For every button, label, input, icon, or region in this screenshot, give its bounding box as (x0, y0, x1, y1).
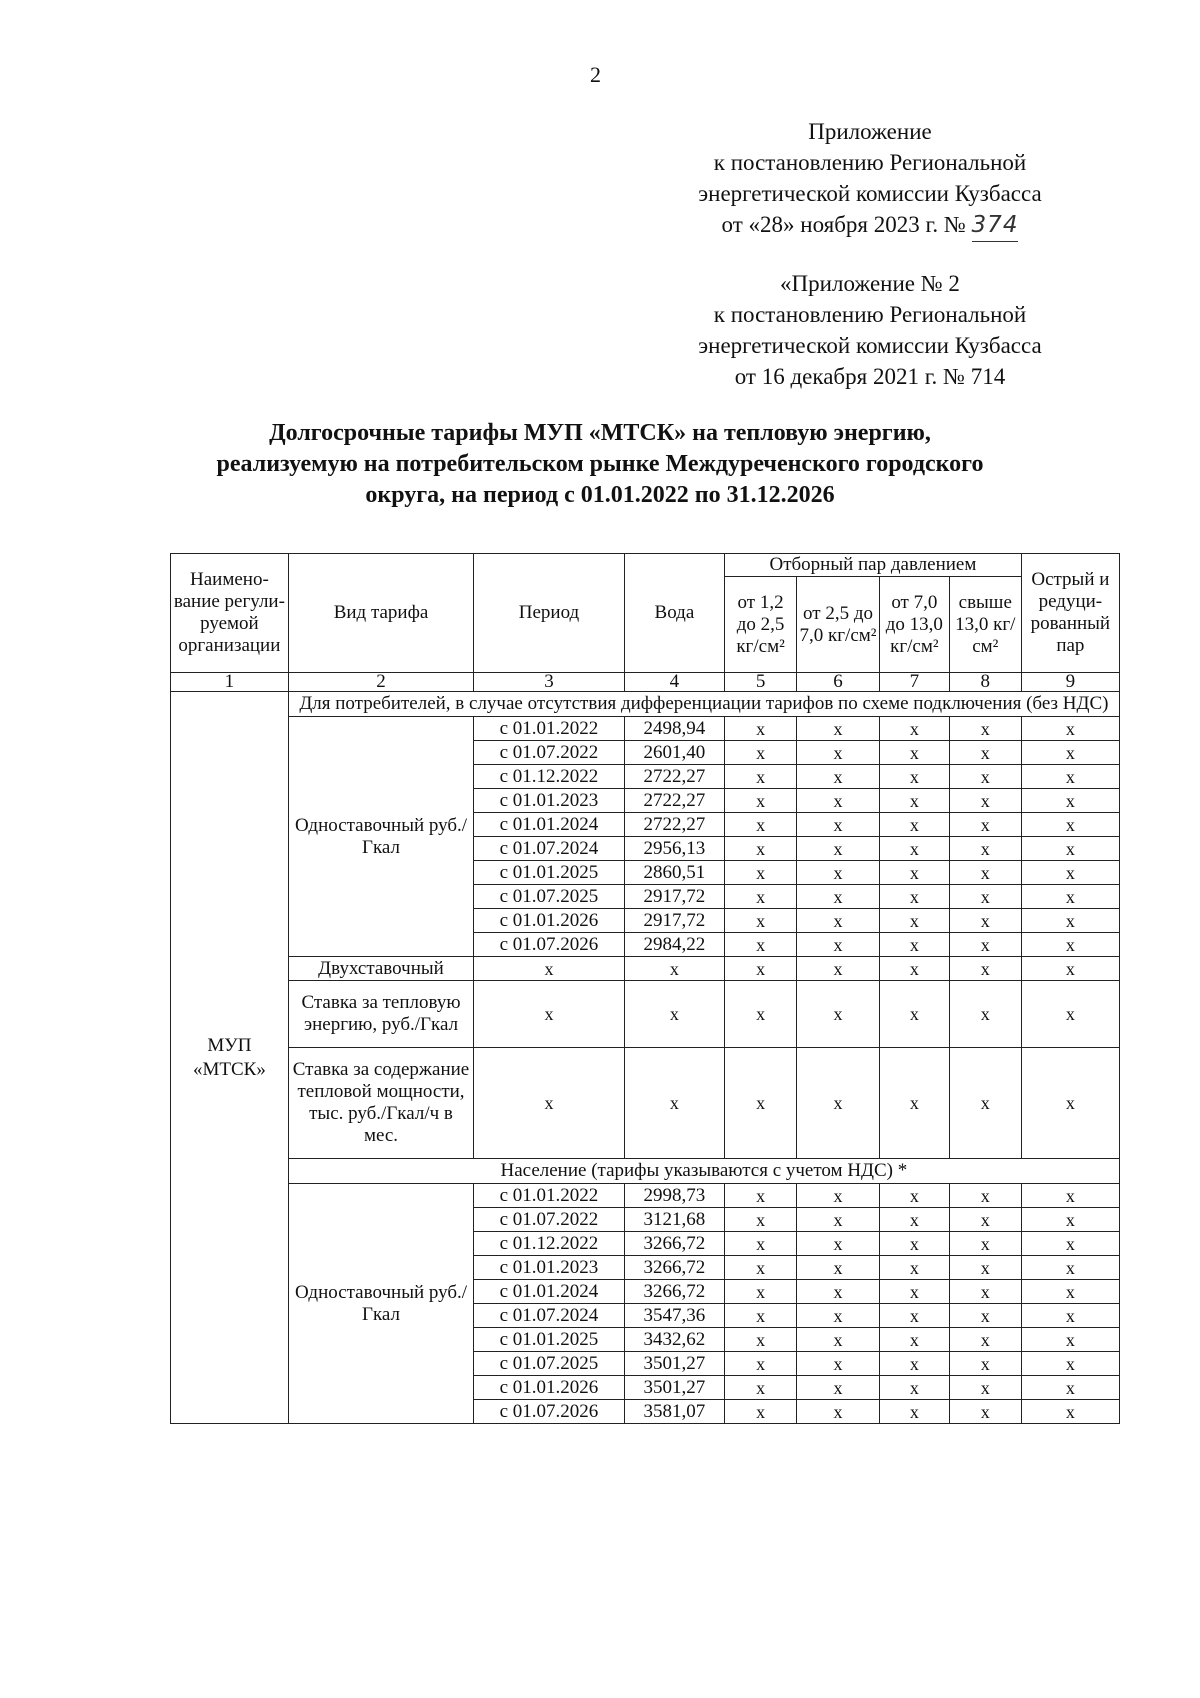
empty-value-cell: x (949, 741, 1021, 765)
column-number: 5 (725, 673, 797, 692)
empty-value-cell: x (879, 717, 949, 741)
empty-value-cell: x (725, 885, 797, 909)
empty-value-cell: x (879, 1256, 949, 1280)
empty-value-cell: x (949, 933, 1021, 957)
empty-value-cell: x (725, 813, 797, 837)
empty-value-cell: x (797, 933, 880, 957)
empty-value-cell: x (797, 1280, 880, 1304)
empty-value-cell: x (725, 837, 797, 861)
empty-value-cell: x (1021, 1352, 1119, 1376)
tariff-table (170, 553, 1120, 1424)
empty-value-cell: x (879, 885, 949, 909)
title-line: Долгосрочные тарифы МУП «МТСК» на тепловую энергию, (269, 420, 931, 446)
header-steam-group: Отборный пар давлением (725, 554, 1022, 577)
empty-value-cell: x (1021, 981, 1119, 1048)
two-rate-row (171, 957, 1120, 981)
appendix-date: от «28» ноября 2023 г. № (721, 212, 966, 237)
column-number: 7 (879, 673, 949, 692)
empty-value-cell: x (725, 1184, 797, 1208)
capacity-rate-label: Ставка за содержание тепловой мощности, тыс. руб./Гкал/ч в мес. (288, 1048, 473, 1159)
period-cell: с 01.07.2025 (474, 1352, 625, 1376)
empty-value-cell: x (725, 765, 797, 789)
period-cell: с 01.07.2024 (474, 837, 625, 861)
empty-value-cell: x (1021, 789, 1119, 813)
empty-value-cell: x (1021, 1184, 1119, 1208)
empty-value-cell: x (725, 1304, 797, 1328)
energy-rate-label: Ставка за тепловую энергию, руб./Гкал (288, 981, 473, 1048)
period-cell: с 01.07.2026 (474, 933, 625, 957)
empty-value-cell: x (879, 765, 949, 789)
header-steam-3: от 7,0 до 13,0 кг/см² (879, 577, 949, 673)
empty-value-cell: x (725, 717, 797, 741)
header-row (171, 554, 1120, 577)
period-cell: с 01.01.2024 (474, 1280, 625, 1304)
period-cell: с 01.07.2022 (474, 1208, 625, 1232)
empty-value-cell: x (1021, 765, 1119, 789)
empty-value-cell: x (797, 1184, 880, 1208)
empty-value-cell: x (797, 1328, 880, 1352)
empty-value-cell: x (797, 1376, 880, 1400)
header-water: Вода (624, 554, 724, 673)
appendix-original-line: энергетической комиссии Кузбасса (698, 333, 1042, 358)
appendix-line: к постановлению Региональной (713, 150, 1027, 175)
water-value-cell: 3266,72 (624, 1280, 724, 1304)
appendix-block (650, 116, 1090, 242)
column-number: 9 (1021, 673, 1119, 692)
empty-value-cell: x (879, 1048, 949, 1159)
organization-cell: МУП «МТСК» (171, 692, 289, 1424)
empty-value-cell: x (797, 813, 880, 837)
column-number: 4 (624, 673, 724, 692)
empty-value-cell: x (474, 957, 625, 981)
handwritten-number: 374 (972, 210, 1019, 242)
period-cell: с 01.01.2026 (474, 909, 625, 933)
empty-value-cell: x (1021, 813, 1119, 837)
empty-value-cell: x (725, 741, 797, 765)
period-cell: с 01.01.2024 (474, 813, 625, 837)
empty-value-cell: x (1021, 1280, 1119, 1304)
empty-value-cell: x (879, 1352, 949, 1376)
empty-value-cell: x (474, 981, 625, 1048)
column-numbers-row (171, 673, 1120, 692)
water-value-cell: 2917,72 (624, 909, 724, 933)
appendix-original-line: от 16 декабря 2021 г. № 714 (734, 364, 1006, 389)
empty-value-cell: x (624, 1048, 724, 1159)
water-value-cell: 2956,13 (624, 837, 724, 861)
appendix-line: Приложение (808, 119, 932, 144)
period-cell: с 01.12.2022 (474, 1232, 625, 1256)
water-value-cell: 2722,27 (624, 765, 724, 789)
tariff-row (171, 717, 1120, 741)
empty-value-cell: x (725, 789, 797, 813)
empty-value-cell: x (879, 1208, 949, 1232)
empty-value-cell: x (879, 789, 949, 813)
period-cell: с 01.07.2026 (474, 1400, 625, 1424)
empty-value-cell: x (949, 1400, 1021, 1424)
empty-value-cell: x (1021, 1232, 1119, 1256)
water-value-cell: 3547,36 (624, 1304, 724, 1328)
empty-value-cell: x (725, 1208, 797, 1232)
water-value-cell: 3266,72 (624, 1232, 724, 1256)
empty-value-cell: x (879, 909, 949, 933)
empty-value-cell: x (949, 1232, 1021, 1256)
empty-value-cell: x (949, 861, 1021, 885)
empty-value-cell: x (1021, 909, 1119, 933)
water-value-cell: 3121,68 (624, 1208, 724, 1232)
empty-value-cell: x (949, 1256, 1021, 1280)
empty-value-cell: x (949, 1376, 1021, 1400)
empty-value-cell: x (797, 1304, 880, 1328)
appendix-original-line: к постановлению Региональной (713, 302, 1027, 327)
header-steam-2: от 2,5 до 7,0 кг/см² (797, 577, 880, 673)
empty-value-cell: x (797, 909, 880, 933)
document-title (150, 418, 1050, 511)
water-value-cell: 3501,27 (624, 1376, 724, 1400)
empty-value-cell: x (879, 837, 949, 861)
capacity-rate-row (171, 1048, 1120, 1159)
empty-value-cell: x (879, 1400, 949, 1424)
header-steam-4: свыше 13,0 кг/см² (949, 577, 1021, 673)
empty-value-cell: x (624, 957, 724, 981)
empty-value-cell: x (797, 741, 880, 765)
empty-value-cell: x (879, 1328, 949, 1352)
empty-value-cell: x (1021, 1304, 1119, 1328)
period-cell: с 01.01.2023 (474, 789, 625, 813)
empty-value-cell: x (725, 1232, 797, 1256)
empty-value-cell: x (624, 981, 724, 1048)
empty-value-cell: x (949, 885, 1021, 909)
empty-value-cell: x (725, 1400, 797, 1424)
water-value-cell: 2722,27 (624, 813, 724, 837)
empty-value-cell: x (797, 981, 880, 1048)
empty-value-cell: x (725, 1048, 797, 1159)
section-title-row (171, 1159, 1120, 1184)
column-number: 2 (288, 673, 473, 692)
period-cell: с 01.01.2025 (474, 861, 625, 885)
page-number: 2 (590, 62, 601, 87)
empty-value-cell: x (725, 861, 797, 885)
empty-value-cell: x (1021, 717, 1119, 741)
empty-value-cell: x (797, 1232, 880, 1256)
empty-value-cell: x (725, 957, 797, 981)
water-value-cell: 2601,40 (624, 741, 724, 765)
empty-value-cell: x (949, 789, 1021, 813)
empty-value-cell: x (879, 813, 949, 837)
empty-value-cell: x (949, 957, 1021, 981)
empty-value-cell: x (949, 765, 1021, 789)
empty-value-cell: x (1021, 1400, 1119, 1424)
empty-value-cell: x (949, 1208, 1021, 1232)
water-value-cell: 2984,22 (624, 933, 724, 957)
empty-value-cell: x (1021, 741, 1119, 765)
column-number: 6 (797, 673, 880, 692)
empty-value-cell: x (797, 1208, 880, 1232)
empty-value-cell: x (949, 1280, 1021, 1304)
tariff-row (171, 1184, 1120, 1208)
empty-value-cell: x (797, 837, 880, 861)
empty-value-cell: x (1021, 885, 1119, 909)
header-steam-1: от 1,2 до 2,5 кг/см² (725, 577, 797, 673)
water-value-cell: 3432,62 (624, 1328, 724, 1352)
column-number: 1 (171, 673, 289, 692)
water-value-cell: 3266,72 (624, 1256, 724, 1280)
empty-value-cell: x (949, 909, 1021, 933)
empty-value-cell: x (725, 1328, 797, 1352)
empty-value-cell: x (879, 933, 949, 957)
period-cell: с 01.01.2022 (474, 717, 625, 741)
column-number: 3 (474, 673, 625, 692)
empty-value-cell: x (949, 837, 1021, 861)
empty-value-cell: x (879, 741, 949, 765)
appendix-original-line: «Приложение № 2 (780, 271, 960, 296)
water-value-cell: 2498,94 (624, 717, 724, 741)
period-cell: с 01.07.2022 (474, 741, 625, 765)
period-cell: с 01.01.2023 (474, 1256, 625, 1280)
empty-value-cell: x (949, 1048, 1021, 1159)
empty-value-cell: x (879, 957, 949, 981)
water-value-cell: 2998,73 (624, 1184, 724, 1208)
empty-value-cell: x (725, 1376, 797, 1400)
empty-value-cell: x (1021, 957, 1119, 981)
section-title-row (171, 692, 1120, 717)
empty-value-cell: x (1021, 1208, 1119, 1232)
empty-value-cell: x (949, 717, 1021, 741)
header-period: Период (474, 554, 625, 673)
period-cell: с 01.01.2026 (474, 1376, 625, 1400)
section-title: Для потребителей, в случае отсутствия дифференциации тарифов по схеме подключения (без НДС) (288, 692, 1119, 717)
water-value-cell: 2860,51 (624, 861, 724, 885)
empty-value-cell: x (797, 789, 880, 813)
title-line: округа, на период с 01.01.2022 по 31.12.2026 (365, 482, 835, 508)
empty-value-cell: x (725, 1256, 797, 1280)
empty-value-cell: x (797, 957, 880, 981)
empty-value-cell: x (797, 861, 880, 885)
empty-value-cell: x (1021, 837, 1119, 861)
empty-value-cell: x (949, 1304, 1021, 1328)
period-cell: с 01.07.2024 (474, 1304, 625, 1328)
header-tariff-type: Вид тарифа (288, 554, 473, 673)
empty-value-cell: x (797, 885, 880, 909)
empty-value-cell: x (1021, 1376, 1119, 1400)
water-value-cell: 2722,27 (624, 789, 724, 813)
empty-value-cell: x (797, 1048, 880, 1159)
empty-value-cell: x (725, 909, 797, 933)
period-cell: с 01.01.2025 (474, 1328, 625, 1352)
empty-value-cell: x (879, 1280, 949, 1304)
empty-value-cell: x (879, 1304, 949, 1328)
empty-value-cell: x (1021, 1256, 1119, 1280)
empty-value-cell: x (949, 1328, 1021, 1352)
section-title: Население (тарифы указываются с учетом НДС) * (288, 1159, 1119, 1184)
title-line: реализуемую на потребительском рынке Междуреченского городского (216, 451, 984, 477)
empty-value-cell: x (1021, 1328, 1119, 1352)
single-rate-label: Одноставочный руб./Гкал (288, 717, 473, 957)
water-value-cell: 3581,07 (624, 1400, 724, 1424)
empty-value-cell: x (1021, 933, 1119, 957)
empty-value-cell: x (879, 981, 949, 1048)
header-sharp-steam: Острый и редуци-рованный пар (1021, 554, 1119, 673)
period-cell: с 01.01.2022 (474, 1184, 625, 1208)
empty-value-cell: x (797, 1352, 880, 1376)
empty-value-cell: x (949, 1184, 1021, 1208)
empty-value-cell: x (879, 1376, 949, 1400)
empty-value-cell: x (949, 1352, 1021, 1376)
header-org: Наимено-вание регули-руемой организации (171, 554, 289, 673)
empty-value-cell: x (879, 1232, 949, 1256)
empty-value-cell: x (1021, 861, 1119, 885)
water-value-cell: 2917,72 (624, 885, 724, 909)
empty-value-cell: x (797, 1400, 880, 1424)
two-rate-label: Двухставочный (288, 957, 473, 981)
appendix-date-line (650, 209, 1090, 242)
column-number: 8 (949, 673, 1021, 692)
empty-value-cell: x (1021, 1048, 1119, 1159)
empty-value-cell: x (949, 981, 1021, 1048)
empty-value-cell: x (797, 1256, 880, 1280)
period-cell: с 01.07.2025 (474, 885, 625, 909)
appendix-line: энергетической комиссии Кузбасса (698, 181, 1042, 206)
empty-value-cell: x (474, 1048, 625, 1159)
empty-value-cell: x (725, 1352, 797, 1376)
empty-value-cell: x (725, 933, 797, 957)
appendix-original-block (650, 268, 1090, 392)
empty-value-cell: x (879, 1184, 949, 1208)
empty-value-cell: x (949, 813, 1021, 837)
energy-rate-row (171, 981, 1120, 1048)
empty-value-cell: x (725, 1280, 797, 1304)
period-cell: с 01.12.2022 (474, 765, 625, 789)
water-value-cell: 3501,27 (624, 1352, 724, 1376)
empty-value-cell: x (797, 717, 880, 741)
single-rate-label: Одноставочный руб./Гкал (288, 1184, 473, 1424)
empty-value-cell: x (879, 861, 949, 885)
empty-value-cell: x (797, 765, 880, 789)
empty-value-cell: x (725, 981, 797, 1048)
